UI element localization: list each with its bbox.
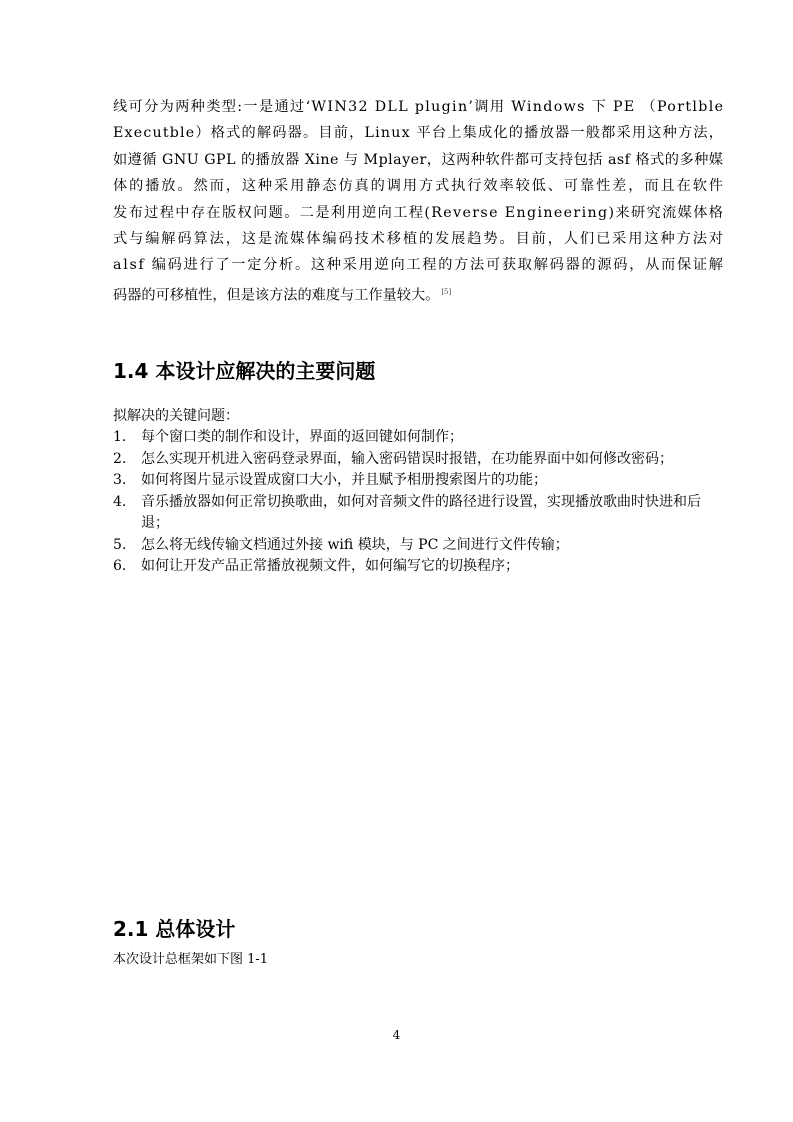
paragraph-line: 线可分为两种类型:一是通过‘WIN32 DLL plugin’调用 Windows 下 PE （Portlble: [113, 99, 725, 115]
citation-reference: [5]: [441, 287, 452, 296]
list-item: [113, 427, 725, 449]
list-item-text: 如何将图片显示设置成窗口大小，并且赋予相册搜索图片的功能；: [141, 472, 547, 488]
list-item-text: 怎么实现开机进入密码登录界面，输入密码错误时报错，在功能界面中如何修改密码；: [141, 450, 673, 467]
list-item: [113, 449, 725, 471]
list-item-number: 6.: [113, 558, 127, 574]
list-item-number: 2.: [113, 450, 127, 467]
list-item-number: 5.: [113, 536, 127, 553]
paragraph-line-last: [113, 279, 723, 309]
section-intro-text: 拟解决的关键问题：: [113, 408, 239, 424]
section-heading-1-4: 1.4 本设计应解决的主要问题: [113, 359, 376, 383]
list-item-number: 3.: [113, 472, 127, 488]
list-item: [113, 556, 725, 578]
list-item-text: 如何让开发产品正常播放视频文件，如何编写它的切换程序；: [141, 558, 519, 574]
figure-reference-text: 本次设计总框架如下图 1-1: [113, 952, 269, 967]
paragraph-line: Executble）格式的解码器。目前，Linux 平台上集成化的播放器一般都采用这种方法，: [113, 125, 725, 142]
section-heading-2-1: 2.1 总体设计: [113, 917, 236, 941]
paragraph-line: alsf 编码进行了一定分析。这种采用逆向工程的方法可获取解码器的源码，从而保证解: [113, 257, 725, 274]
list-item-text: 每个窗口类的制作和设计，界面的返回键如何制作；: [141, 429, 463, 445]
list-item-number: 4.: [113, 493, 127, 510]
paragraph-line: 发布过程中存在版权问题。二是利用逆向工程(Reverse Engineering)来研究流媒体格: [113, 204, 725, 221]
list-item-number: 1.: [113, 429, 127, 445]
list-item: [113, 470, 725, 492]
paragraph-line: 体的播放。然而，这种采用静态仿真的调用方式执行效率较低、可靠性差，而且在软件: [113, 178, 725, 195]
paragraph-line: 式与编解码算法，这是流媒体编码技术移植的发展趋势。目前，人们已采用这种方法对: [113, 231, 725, 248]
list-item-text: 怎么将无线传输文档通过外接 wifi 模块，与 PC 之间进行文件传输；: [141, 536, 569, 553]
page-number: 4: [392, 1028, 401, 1042]
paragraph-line-text: 码器的可移植性，但是该方法的难度与工作量较大。: [113, 287, 440, 304]
paragraph-line: 如遵循 GNU GPL 的播放器 Xine 与 Mplayer，这两种软件都可支持包括 asf 格式的多种媒: [113, 151, 724, 168]
list-item-text: 音乐播放器如何正常切换歌曲，如何对音频文件的路径进行设置，实现播放歌曲时快进和后退；: [141, 493, 701, 531]
body-paragraph: [113, 94, 723, 309]
list-item: [113, 535, 725, 557]
list-item: [113, 492, 725, 535]
problem-list: [113, 427, 725, 578]
